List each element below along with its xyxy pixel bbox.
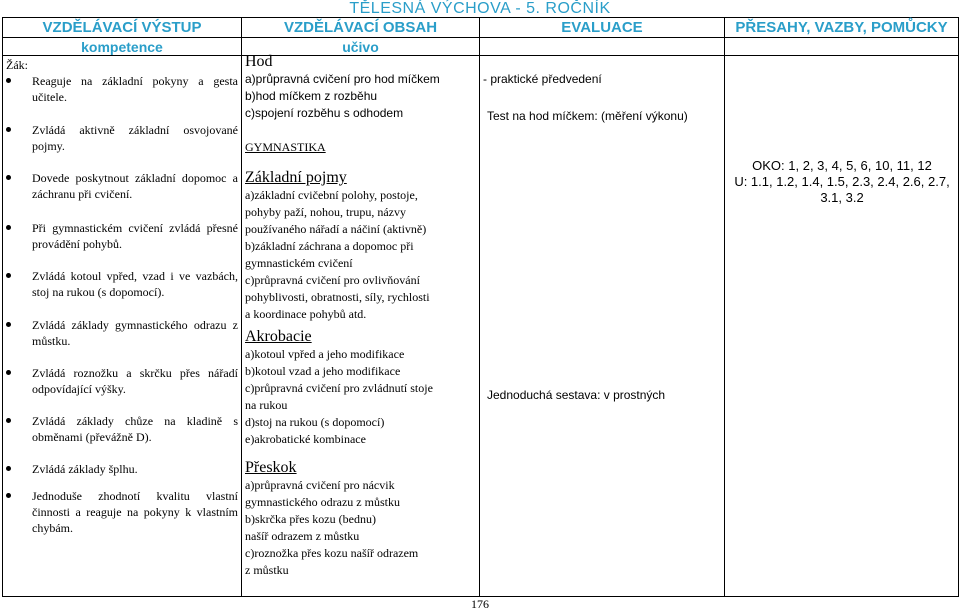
- evaluace-item: Jednoduchá sestava: v prostných: [487, 388, 666, 402]
- akro-line: e)akrobatické kombinace: [245, 432, 366, 446]
- subheader-empty-2: [725, 38, 959, 56]
- presahy-line: U: 1.1, 1.2, 1.4, 1.5, 2.3, 2.4, 2.6, 2.7,: [734, 174, 950, 189]
- pojmy-line: c)průpravná cvičení pro ovlivňování: [245, 273, 420, 287]
- ucivo-cell: [242, 53, 480, 597]
- bullet-icon: [6, 175, 11, 180]
- evaluace-cell: [480, 56, 725, 597]
- section-title-pojmy: Základní pojmy: [245, 169, 347, 186]
- akro-line: c)průpravná cvičení pro zvládnutí stoje: [245, 381, 433, 395]
- hod-line: a)průpravná cvičení pro hod míčkem: [245, 72, 440, 86]
- bullet-icon: [6, 127, 11, 132]
- pojmy-line: gymnastickém cvičení: [245, 256, 353, 270]
- preskok-line: a)průpravná cvičení pro nácvik: [245, 478, 395, 492]
- pojmy-line: pohyby paží, nohou, trupu, názvy: [245, 205, 406, 219]
- subheader-empty-1: [480, 38, 725, 56]
- curriculum-table: [2, 17, 959, 597]
- page-number: 176: [471, 597, 489, 611]
- preskok-line: c)roznožka přes kozu našíř odrazem: [245, 546, 419, 560]
- bullet-icon: [6, 370, 11, 375]
- presahy-cell: [725, 56, 959, 597]
- bullet-icon: [6, 273, 11, 278]
- hod-line: c)spojení rozběhu s odhodem: [245, 106, 404, 120]
- gymnastika-heading: GYMNASTIKA: [245, 140, 326, 154]
- header-evaluace: EVALUACE: [480, 18, 725, 38]
- preskok-line: z můstku: [245, 563, 289, 577]
- pojmy-line: b)základní záchrana a dopomoc při: [245, 239, 414, 253]
- pojmy-line: pohyblivosti, obratnosti, síly, rychlosti: [245, 290, 430, 304]
- kompetence-cell: Žák: Reaguje na základní pokyny a gesta učitele. Zvládá aktivně základní osvojované pojmy. Dovede poskytnout základní dopomoc a záchranu při cvičení. Při gymnastickém cvičení zvládá přesné provádění pohybů. Zvládá kotoul vpřed, vzad i ve vazbách, stoj na rukou (s dopomocí). Zvládá základy gymnastického odrazu z můstku. Zvládá roznožku a skrčku přes nářadí odpovídající výšky. Zvládá základy chůze na kladině s obměnami (převážně D). Zvládá základy šplhu. Jednoduše zhodnotí kvalitu vlastní činnosti a reaguje na pokyny k vlastním chybám.: [3, 56, 242, 597]
- akro-line: na rukou: [245, 398, 288, 412]
- bullet-icon: [6, 493, 11, 498]
- akro-line: b)kotoul vzad a jeho modifikace: [245, 364, 401, 378]
- pojmy-line: a koordinace pohybů atd.: [245, 307, 367, 321]
- bullet-icon: [6, 466, 11, 471]
- presahy-line: OKO: 1, 2, 3, 4, 5, 6, 10, 11, 12: [752, 158, 932, 173]
- hod-line: b)hod míčkem z rozběhu: [245, 89, 378, 103]
- page-title: TĚLESNÁ VÝCHOVA - 5. ROČNÍK: [349, 0, 611, 17]
- evaluace-item: - praktické předvedení: [483, 72, 602, 86]
- bullet-icon: [6, 78, 11, 83]
- section-title-akrobacie: Akrobacie: [245, 328, 312, 345]
- header-obsah: VZDĚLÁVACÍ OBSAH: [242, 18, 480, 38]
- header-presahy: PŘESAHY, VAZBY, POMŮCKY: [725, 18, 959, 38]
- presahy-line: 3.1, 3.2: [820, 190, 864, 205]
- akro-line: d)stoj na rukou (s dopomocí): [245, 415, 385, 429]
- subheader-ucivo: učivo: [242, 38, 480, 56]
- bullet-icon: [6, 418, 11, 423]
- header-vystup: VZDĚLÁVACÍ VÝSTUP: [3, 18, 242, 38]
- zak-label: Žák:: [6, 58, 28, 72]
- pojmy-line: a)základní cvičební polohy, postoje,: [245, 188, 418, 202]
- section-title-preskok: Přeskok: [245, 459, 297, 476]
- akro-line: a)kotoul vpřed a jeho modifikace: [245, 347, 405, 361]
- section-title-hod: Hod: [245, 53, 273, 70]
- preskok-line: našíř odrazem z můstku: [245, 529, 360, 543]
- subheader-kompetence: kompetence: [3, 38, 242, 56]
- preskok-line: b)skrčka přes kozu (bednu): [245, 512, 376, 526]
- preskok-line: gymnastického odrazu z můstku: [245, 495, 400, 509]
- bullet-icon: [6, 225, 11, 230]
- pojmy-line: používaného nářadí a náčiní (aktivně): [245, 222, 427, 236]
- evaluace-item: Test na hod míčkem: (měření výkonu): [487, 109, 688, 123]
- bullet-icon: [6, 322, 11, 327]
